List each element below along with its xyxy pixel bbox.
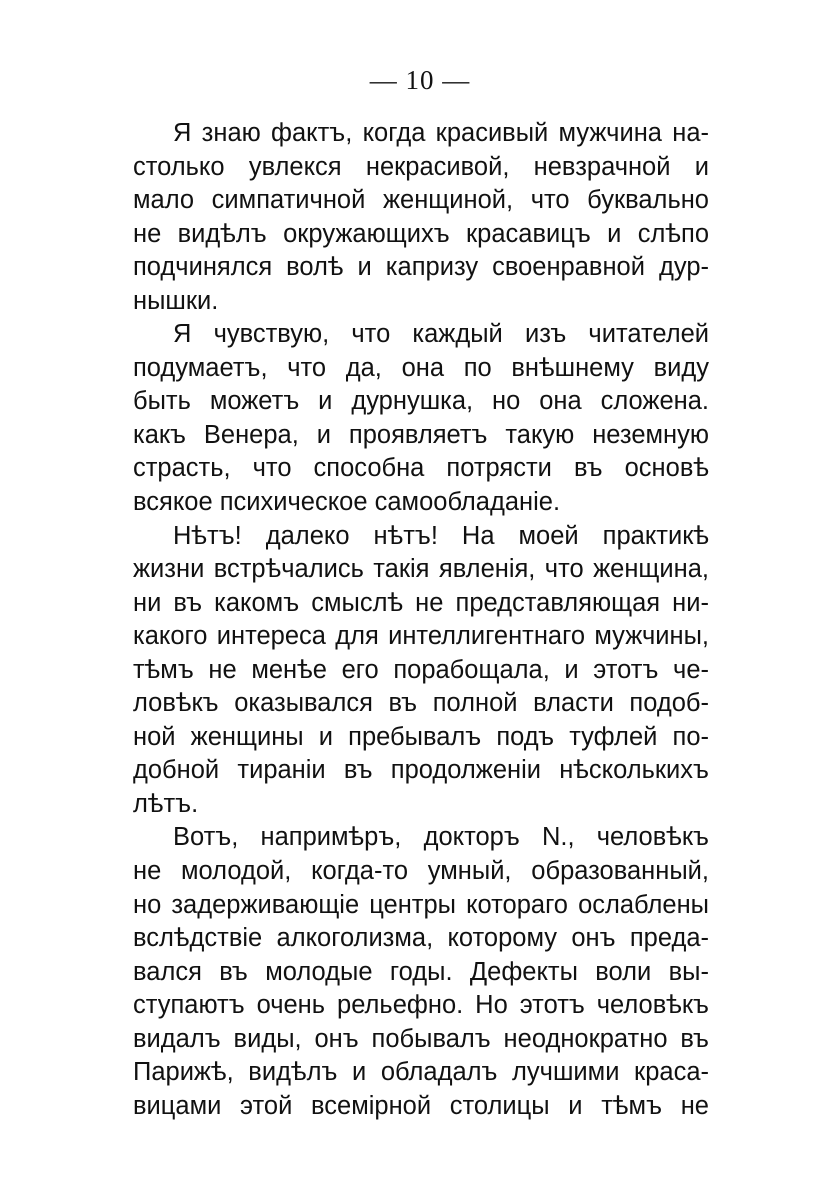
text-line: ни въ какомъ смыслѣ не представляющая ни- — [133, 588, 709, 617]
text-line: Я знаю фактъ, когда красивый мужчина на- — [173, 119, 709, 147]
text-line: не молодой, когда-то умный, образованный, — [133, 857, 709, 886]
text-line: подчинялся волѣ и капризу своенравной дур- — [133, 253, 709, 282]
paragraph — [133, 318, 709, 519]
text-line: Я чувствую, что каждый изъ читателей — [173, 320, 709, 349]
text-line: нышки. — [133, 286, 219, 315]
text-line: вслѣдствіе алкоголизма, которому онъ преда- — [133, 924, 709, 953]
text-line: вицами этой всемірной столицы и тѣмъ не — [133, 1091, 709, 1120]
text-line: Нѣтъ! далеко нѣтъ! На моей практикѣ — [173, 521, 709, 550]
text-line: добной тираніи въ продолженіи нѣсколькихъ — [133, 756, 709, 785]
text-line: мало симпатичной женщиной, что буквально — [133, 186, 709, 215]
text-line: всякое психическое самообладаніе. — [133, 488, 561, 517]
page-number: — 10 — — [369, 65, 471, 95]
text-line: какъ Венера, и проявляетъ такую неземную — [133, 420, 709, 449]
text-line: вался въ молодые годы. Дефекты воли вы- — [133, 957, 709, 986]
text-line: не видѣлъ окружающихъ красавицъ и слѣпо — [133, 219, 709, 248]
text-line: тѣмъ не менѣе его порабощала, и этотъ че- — [133, 655, 709, 684]
text-line: столько увлекся некрасивой, невзрачной и — [133, 152, 709, 181]
text-line: Вотъ, напримѣръ, докторъ N., человѣкъ — [173, 823, 709, 852]
text-line: но задерживающіе центры котораго ослаблены — [133, 890, 709, 919]
paragraph — [133, 117, 709, 318]
text-line: видалъ виды, онъ побывалъ неоднократно въ — [133, 1024, 709, 1053]
text-line: ной женщины и пребывалъ подъ туфлей по- — [133, 722, 709, 751]
text-line: страсть, что способна потрясти въ основѣ — [133, 454, 709, 483]
paragraph — [133, 821, 709, 1123]
text-line: ловѣкъ оказывался въ полной власти подоб- — [133, 689, 709, 718]
paragraph — [133, 520, 709, 822]
text-line: быть можетъ и дурнушка, но она сложена. — [133, 387, 709, 416]
text-line: Парижѣ, видѣлъ и обладалъ лучшими краса- — [133, 1058, 709, 1087]
text-line: лѣтъ. — [133, 789, 199, 818]
text-line: ступаютъ очень рельефно. Но этотъ человѣкъ — [133, 991, 709, 1020]
text-line: жизни встрѣчались такія явленія, что женщина, — [133, 555, 709, 584]
body-text — [133, 117, 709, 1123]
text-line: подумаетъ, что да, она по внѣшнему виду — [133, 353, 709, 382]
text-line: какого интереса для интеллигентнаго мужчины, — [133, 622, 709, 651]
